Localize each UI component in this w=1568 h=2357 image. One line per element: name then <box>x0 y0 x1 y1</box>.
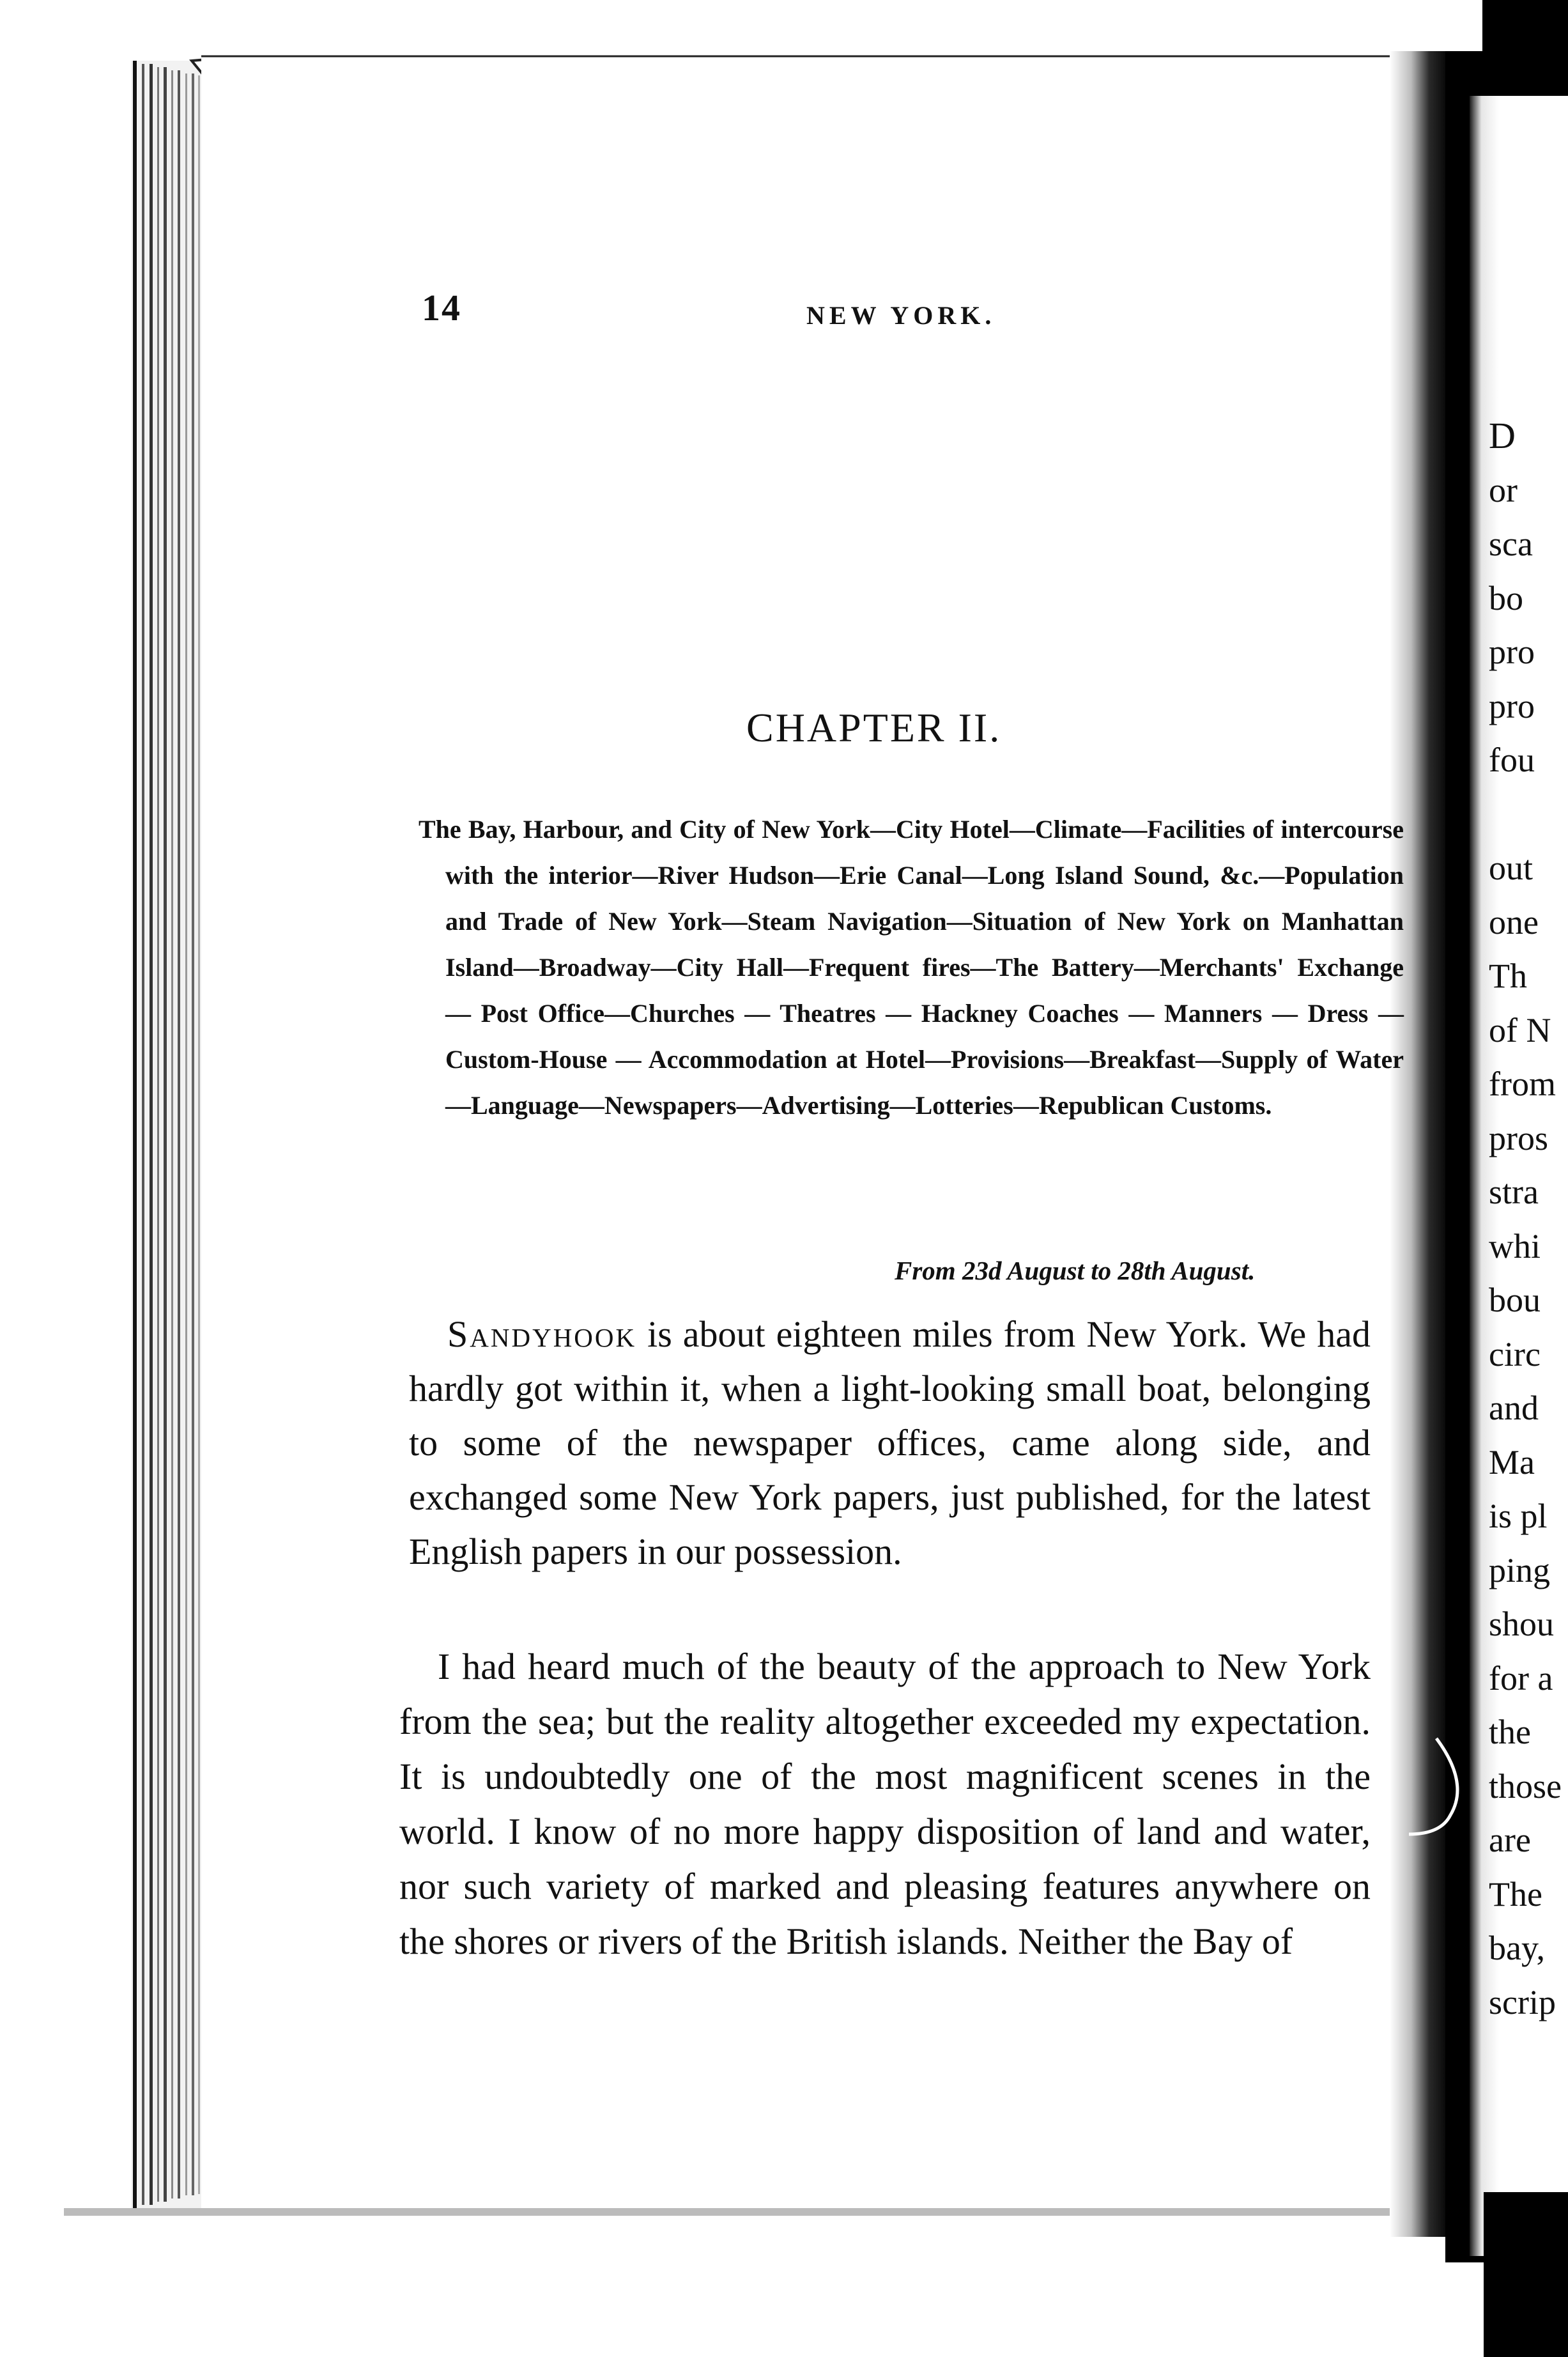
facing-line: fou <box>1489 741 1535 779</box>
facing-line: bou <box>1489 1281 1541 1319</box>
facing-line: D <box>1489 415 1516 456</box>
facing-line: Ma <box>1489 1442 1535 1481</box>
date-line: From 23d August to 28th August. <box>895 1256 1256 1285</box>
facing-line: sca <box>1489 525 1533 563</box>
facing-line: and <box>1489 1389 1539 1427</box>
facing-line: ping <box>1489 1550 1551 1589</box>
facing-line: pros <box>1489 1118 1548 1157</box>
facing-line: those <box>1489 1766 1562 1805</box>
facing-line: stra <box>1489 1173 1539 1211</box>
paragraph-1-text: is about eighteen miles from New York. We had hardly got within it, when a light-looking small boat, belonging to some of the newspaper offices, came along side, and exchanged some New York papers, just published, for the latest English papers in our possession. <box>409 1313 1371 1572</box>
facing-line: the <box>1489 1713 1531 1751</box>
facing-line: circ <box>1489 1334 1541 1373</box>
facing-line: Th <box>1489 957 1527 995</box>
facing-line: from <box>1489 1065 1556 1103</box>
facing-line: shou <box>1489 1605 1555 1643</box>
paragraph-2: I had heard much of the beauty of the approach to New York from the sea; but the reality altogether exceeded my expectation. It is undoubtedly one of the most magnificent scenes in the world. I know of no more happy disposition of land and water, nor such variety of marked and pleasing features anywhere on the shores or rivers of the British islands. Neither the Bay of <box>399 1646 1371 1962</box>
facing-line: or <box>1489 470 1518 509</box>
facing-line: one <box>1489 902 1539 941</box>
facing-line: pro <box>1489 633 1535 671</box>
running-head: NEW YORK. <box>806 301 996 330</box>
chapter-title: CHAPTER II. <box>746 705 1002 750</box>
gutter-shadow <box>1390 51 1450 2237</box>
facing-line: pro <box>1489 686 1535 725</box>
facing-line: out <box>1489 849 1533 887</box>
facing-line: is pl <box>1489 1497 1548 1535</box>
page-edge-stack <box>131 61 201 2208</box>
left-page <box>201 56 1431 2224</box>
chapter-summary: The Bay, Harbour, and City of New York—City Hotel—Climate—Facilities of intercourse with the interior—River Hudson—Erie Canal—Long Island Sound, &c.—Population and Trade of New York—Steam Navigation—Situation of New York on Manhattan Island—Broadway—City Hall—Frequent fires—The Battery—Merchants' Exchange — Post Office—Churches — Theatres — Hackney Coaches — Manners — Dress — Custom-House — Accommodation at Hotel—Provisions—Breakfast—Supply of Water—Language—Newspapers—Advertising—Lotteries—Republican Customs. <box>419 815 1404 1120</box>
facing-line: whi <box>1489 1226 1541 1265</box>
page-number: 14 <box>422 287 461 328</box>
facing-page <box>1470 96 1568 2256</box>
facing-line: for a <box>1489 1658 1553 1697</box>
facing-line: bay, <box>1489 1929 1545 1967</box>
facing-line: scrip <box>1489 1982 1556 2021</box>
facing-line: The <box>1489 1874 1542 1913</box>
facing-line: bo <box>1489 578 1523 617</box>
paragraph-1-lead: Sandyhook <box>447 1313 637 1355</box>
facing-line: of N <box>1489 1010 1551 1049</box>
facing-line: are <box>1489 1821 1531 1859</box>
